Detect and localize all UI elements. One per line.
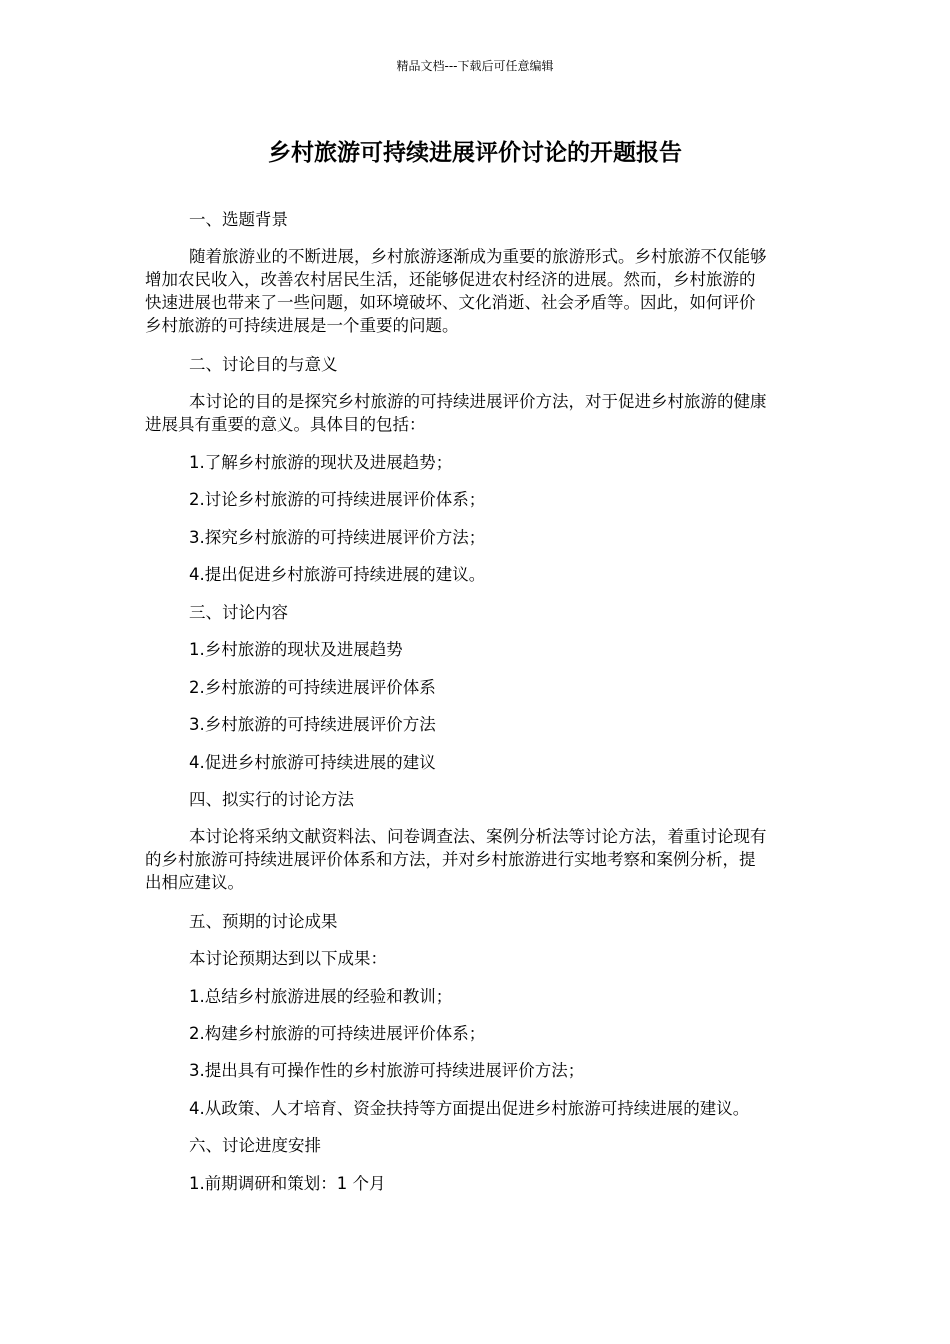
paragraph-line: 本讨论的目的是探究乡村旅游的可持续进展评价方法，对于促进乡村旅游的健康 xyxy=(189,392,767,411)
section-heading-outcomes: 五、预期的讨论成果 xyxy=(189,912,338,931)
list-item: 1.前期调研和策划：1 个月 xyxy=(189,1174,386,1193)
list-item: 2.讨论乡村旅游的可持续进展评价体系； xyxy=(189,490,486,509)
list-item: 2.构建乡村旅游的可持续进展评价体系； xyxy=(189,1024,486,1043)
section-heading-background: 一、选题背景 xyxy=(189,210,288,229)
section-heading-schedule: 六、讨论进度安排 xyxy=(189,1136,321,1155)
list-item: 2.乡村旅游的可持续进展评价体系 xyxy=(189,678,436,697)
section-heading-content: 三、讨论内容 xyxy=(189,603,288,622)
list-item: 3.乡村旅游的可持续进展评价方法 xyxy=(189,715,436,734)
paragraph-line: 进展具有重要的意义。具体目的包括： xyxy=(145,415,426,434)
paragraph-background xyxy=(145,245,810,337)
paragraph-line: 快速进展也带来了一些问题，如环境破坏、文化消逝、社会矛盾等。因此，如何评价 xyxy=(145,293,756,312)
list-item: 3.提出具有可操作性的乡村旅游可持续进展评价方法； xyxy=(189,1061,585,1080)
paragraph-line: 出相应建议。 xyxy=(145,873,244,892)
paragraph-purpose xyxy=(145,390,810,436)
list-item: 4.促进乡村旅游可持续进展的建议 xyxy=(189,753,436,772)
section-heading-methods: 四、拟实行的讨论方法 xyxy=(189,790,354,809)
paragraph-methods xyxy=(145,825,810,894)
list-item: 1.乡村旅游的现状及进展趋势 xyxy=(189,640,403,659)
paragraph-line: 本讨论将采纳文献资料法、问卷调查法、案例分析法等讨论方法，着重讨论现有 xyxy=(189,827,767,846)
paragraph-line: 的乡村旅游可持续进展评价体系和方法，并对乡村旅游进行实地考察和案例分析，提 xyxy=(145,850,756,869)
paragraph-line: 随着旅游业的不断进展，乡村旅游逐渐成为重要的旅游形式。乡村旅游不仅能够 xyxy=(189,247,767,266)
document-title: 乡村旅游可持续进展评价讨论的开题报告 xyxy=(268,140,682,166)
list-item: 3.探究乡村旅游的可持续进展评价方法； xyxy=(189,528,486,547)
list-item: 4.提出促进乡村旅游可持续进展的建议。 xyxy=(189,565,486,584)
list-item: 1.总结乡村旅游进展的经验和教训； xyxy=(189,987,453,1006)
outcomes-intro: 本讨论预期达到以下成果： xyxy=(189,949,387,968)
header-note: 精品文档---下载后可任意编辑 xyxy=(396,59,554,73)
list-item: 1.了解乡村旅游的现状及进展趋势； xyxy=(189,453,453,472)
paragraph-line: 增加农民收入，改善农村居民生活，还能够促进农村经济的进展。然而，乡村旅游的 xyxy=(145,270,756,289)
section-heading-purpose: 二、讨论目的与意义 xyxy=(189,355,338,374)
list-item: 4.从政策、人才培育、资金扶持等方面提出促进乡村旅游可持续进展的建议。 xyxy=(189,1099,750,1118)
paragraph-line: 乡村旅游的可持续进展是一个重要的问题。 xyxy=(145,316,459,335)
